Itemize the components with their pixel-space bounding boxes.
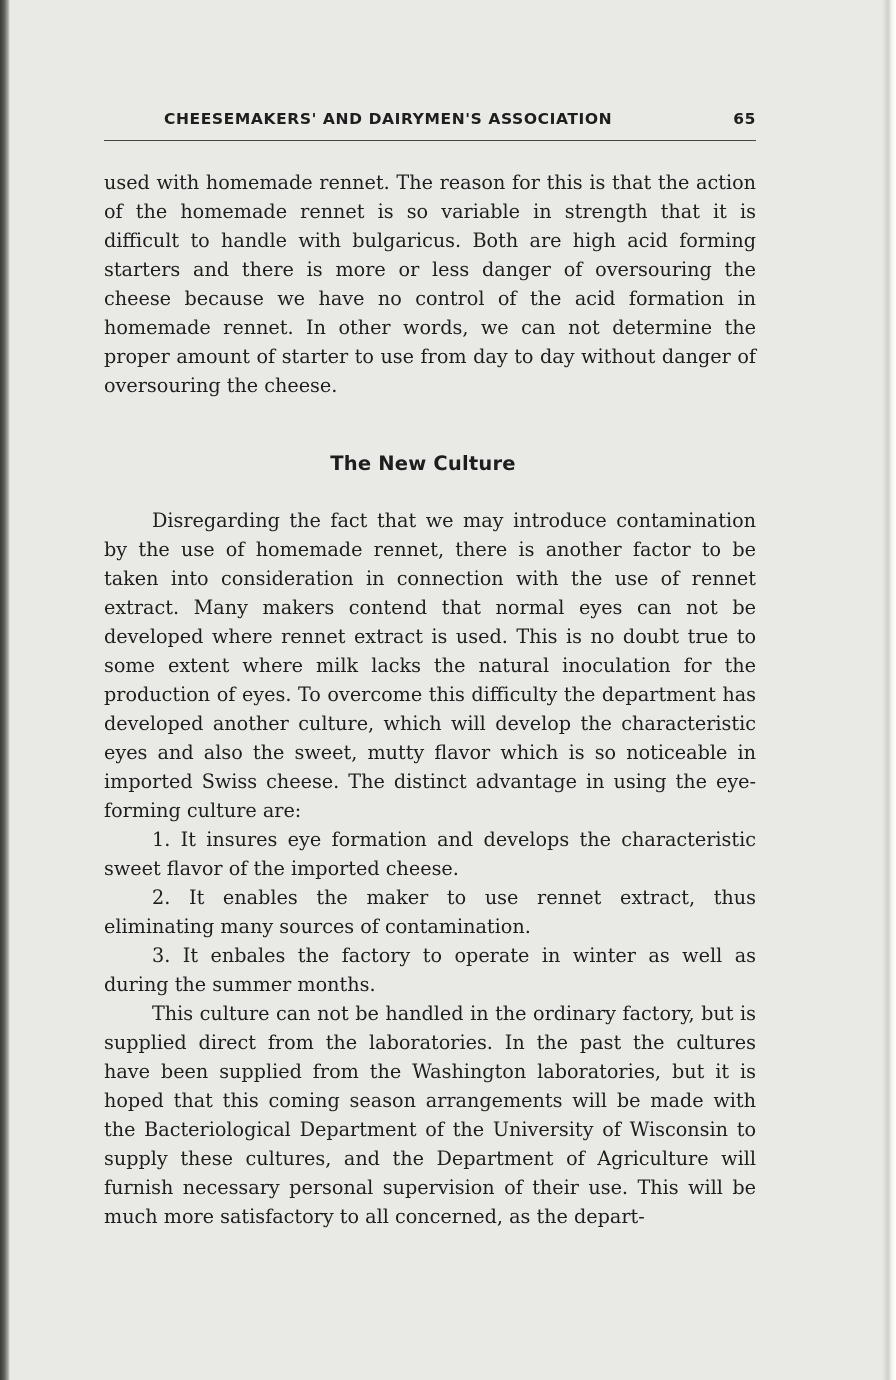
page-number: 65 bbox=[733, 110, 756, 128]
section-heading: The New Culture bbox=[330, 452, 516, 475]
page-right-edge bbox=[882, 0, 896, 1380]
list-item-1 bbox=[104, 825, 756, 883]
running-head bbox=[104, 108, 756, 132]
body-paragraph-2: Disregarding the fact that we may introduce contamination by the use of homemade rennet, there is another factor to be taken into consideration in connection with the use of rennet extract. Many makers contend that normal eyes can not be developed where rennet extract is used. This is no doubt true to some extent where milk lacks the natural inoculation for the production of eyes. To overcome this difficulty the department has developed another culture, which will develop the characteristic eyes and also the sweet, mutty flavor which is so noticeable in imported Swiss cheese. The distinct advantage in using the eye-forming culture are: bbox=[104, 509, 756, 822]
list-number: 3. bbox=[152, 944, 171, 967]
list-item-2 bbox=[104, 883, 756, 941]
list-item-3 bbox=[104, 941, 756, 999]
page-binding-edge bbox=[0, 0, 10, 1380]
list-text: It enbales the factory to operate in winter as well as during the summer months. bbox=[104, 944, 756, 996]
running-head-title: CHEESEMAKERS' AND DAIRYMEN'S ASSOCIATION bbox=[164, 110, 613, 128]
header-rule bbox=[104, 140, 756, 141]
paragraph-text: used with homemade rennet. The reason for this is that the action of the homemade rennet is so variable in strength that it is difficult to handle with bulgaricus. Both are high acid forming starters and there is more or less danger of oversouring the cheese because we have no control of the acid formation in homemade rennet. In other words, we can not determine the proper amount of starter to use from day to day without danger of oversouring the cheese. bbox=[104, 171, 756, 397]
body-paragraph-1 bbox=[104, 168, 756, 400]
body-section-new-culture bbox=[104, 506, 756, 1231]
list-number: 2. bbox=[152, 886, 171, 909]
list-text: It enables the maker to use rennet extract, thus eliminating many sources of contamination. bbox=[104, 886, 756, 938]
list-text: It insures eye formation and develops the characteristic sweet flavor of the imported cheese. bbox=[104, 828, 756, 880]
body-paragraph-3: This culture can not be handled in the ordinary factory, but is supplied direct from the laboratories. In the past the cultures have been supplied from the Washington laboratories, but it is hoped that this coming season arrangements will be made with the Bacteriological Department of the University of Wisconsin to supply these cultures, and the Department of Agriculture will furnish necessary personal supervision of their use. This will be much more satisfactory to all concerned, as the depart- bbox=[104, 1002, 756, 1228]
list-number: 1. bbox=[152, 828, 171, 851]
